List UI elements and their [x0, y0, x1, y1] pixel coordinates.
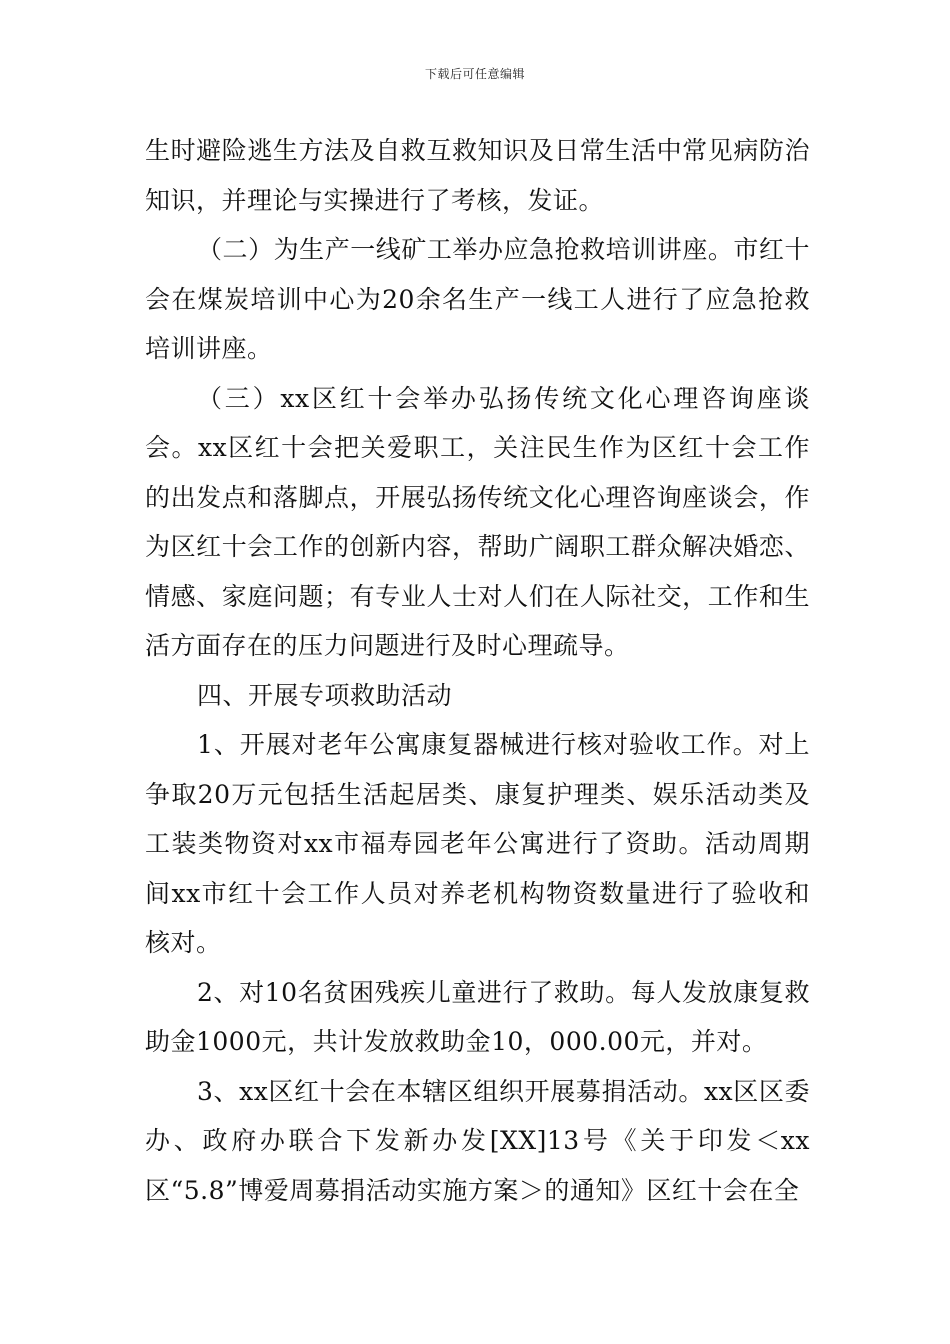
paragraph-5: 1、开展对老年公寓康复器械进行核对验收工作。对上争取20万元包括生活起居类、康复护理类、娱乐活动类及工装类物资对xx市福寿园老年公寓进行了资助。活动周期间xx市红十会工作人员对养老机构物资数量进行了验收和核对。: [145, 730, 810, 957]
paragraph-7: 3、xx区红十会在本辖区组织开展募捐活动。xx区区委办、政府办联合下发新办发[XX]13号《关于印发＜xx区“5.8”博爱周募捐活动实施方案＞的通知》区红十会在全: [145, 1076, 810, 1205]
document-body: [145, 126, 810, 1215]
paragraph-1: 生时避险逃生方法及自救互救知识及日常生活中常见病防治知识，并理论与实操进行了考核，发证。: [145, 136, 810, 215]
page-header: 下载后可任意编辑: [424, 67, 525, 81]
paragraph-6: 2、对10名贫困残疾儿童进行了救助。每人发放康复救助金1000元，共计发放救助金10，000.00元，并对。: [145, 977, 810, 1056]
paragraph-2: （二）为生产一线矿工举办应急抢救培训讲座。市红十会在煤炭培训中心为20余名生产一线工人进行了应急抢救培训讲座。: [145, 235, 810, 363]
section-heading: 四、开展专项救助活动: [197, 680, 453, 710]
paragraph-3: （三）xx区红十会举办弘扬传统文化心理咨询座谈会。xx区红十会把关爱职工，关注民生作为区红十会工作的出发点和落脚点，开展弘扬传统文化心理咨询座谈会，作为区红十会工作的创新内容，帮助广阔职工群众解决婚恋、情感、家庭问题；有专业人士对人们在人际社交，工作和生活方面存在的压力问题进行及时心理疏导。: [145, 383, 810, 660]
